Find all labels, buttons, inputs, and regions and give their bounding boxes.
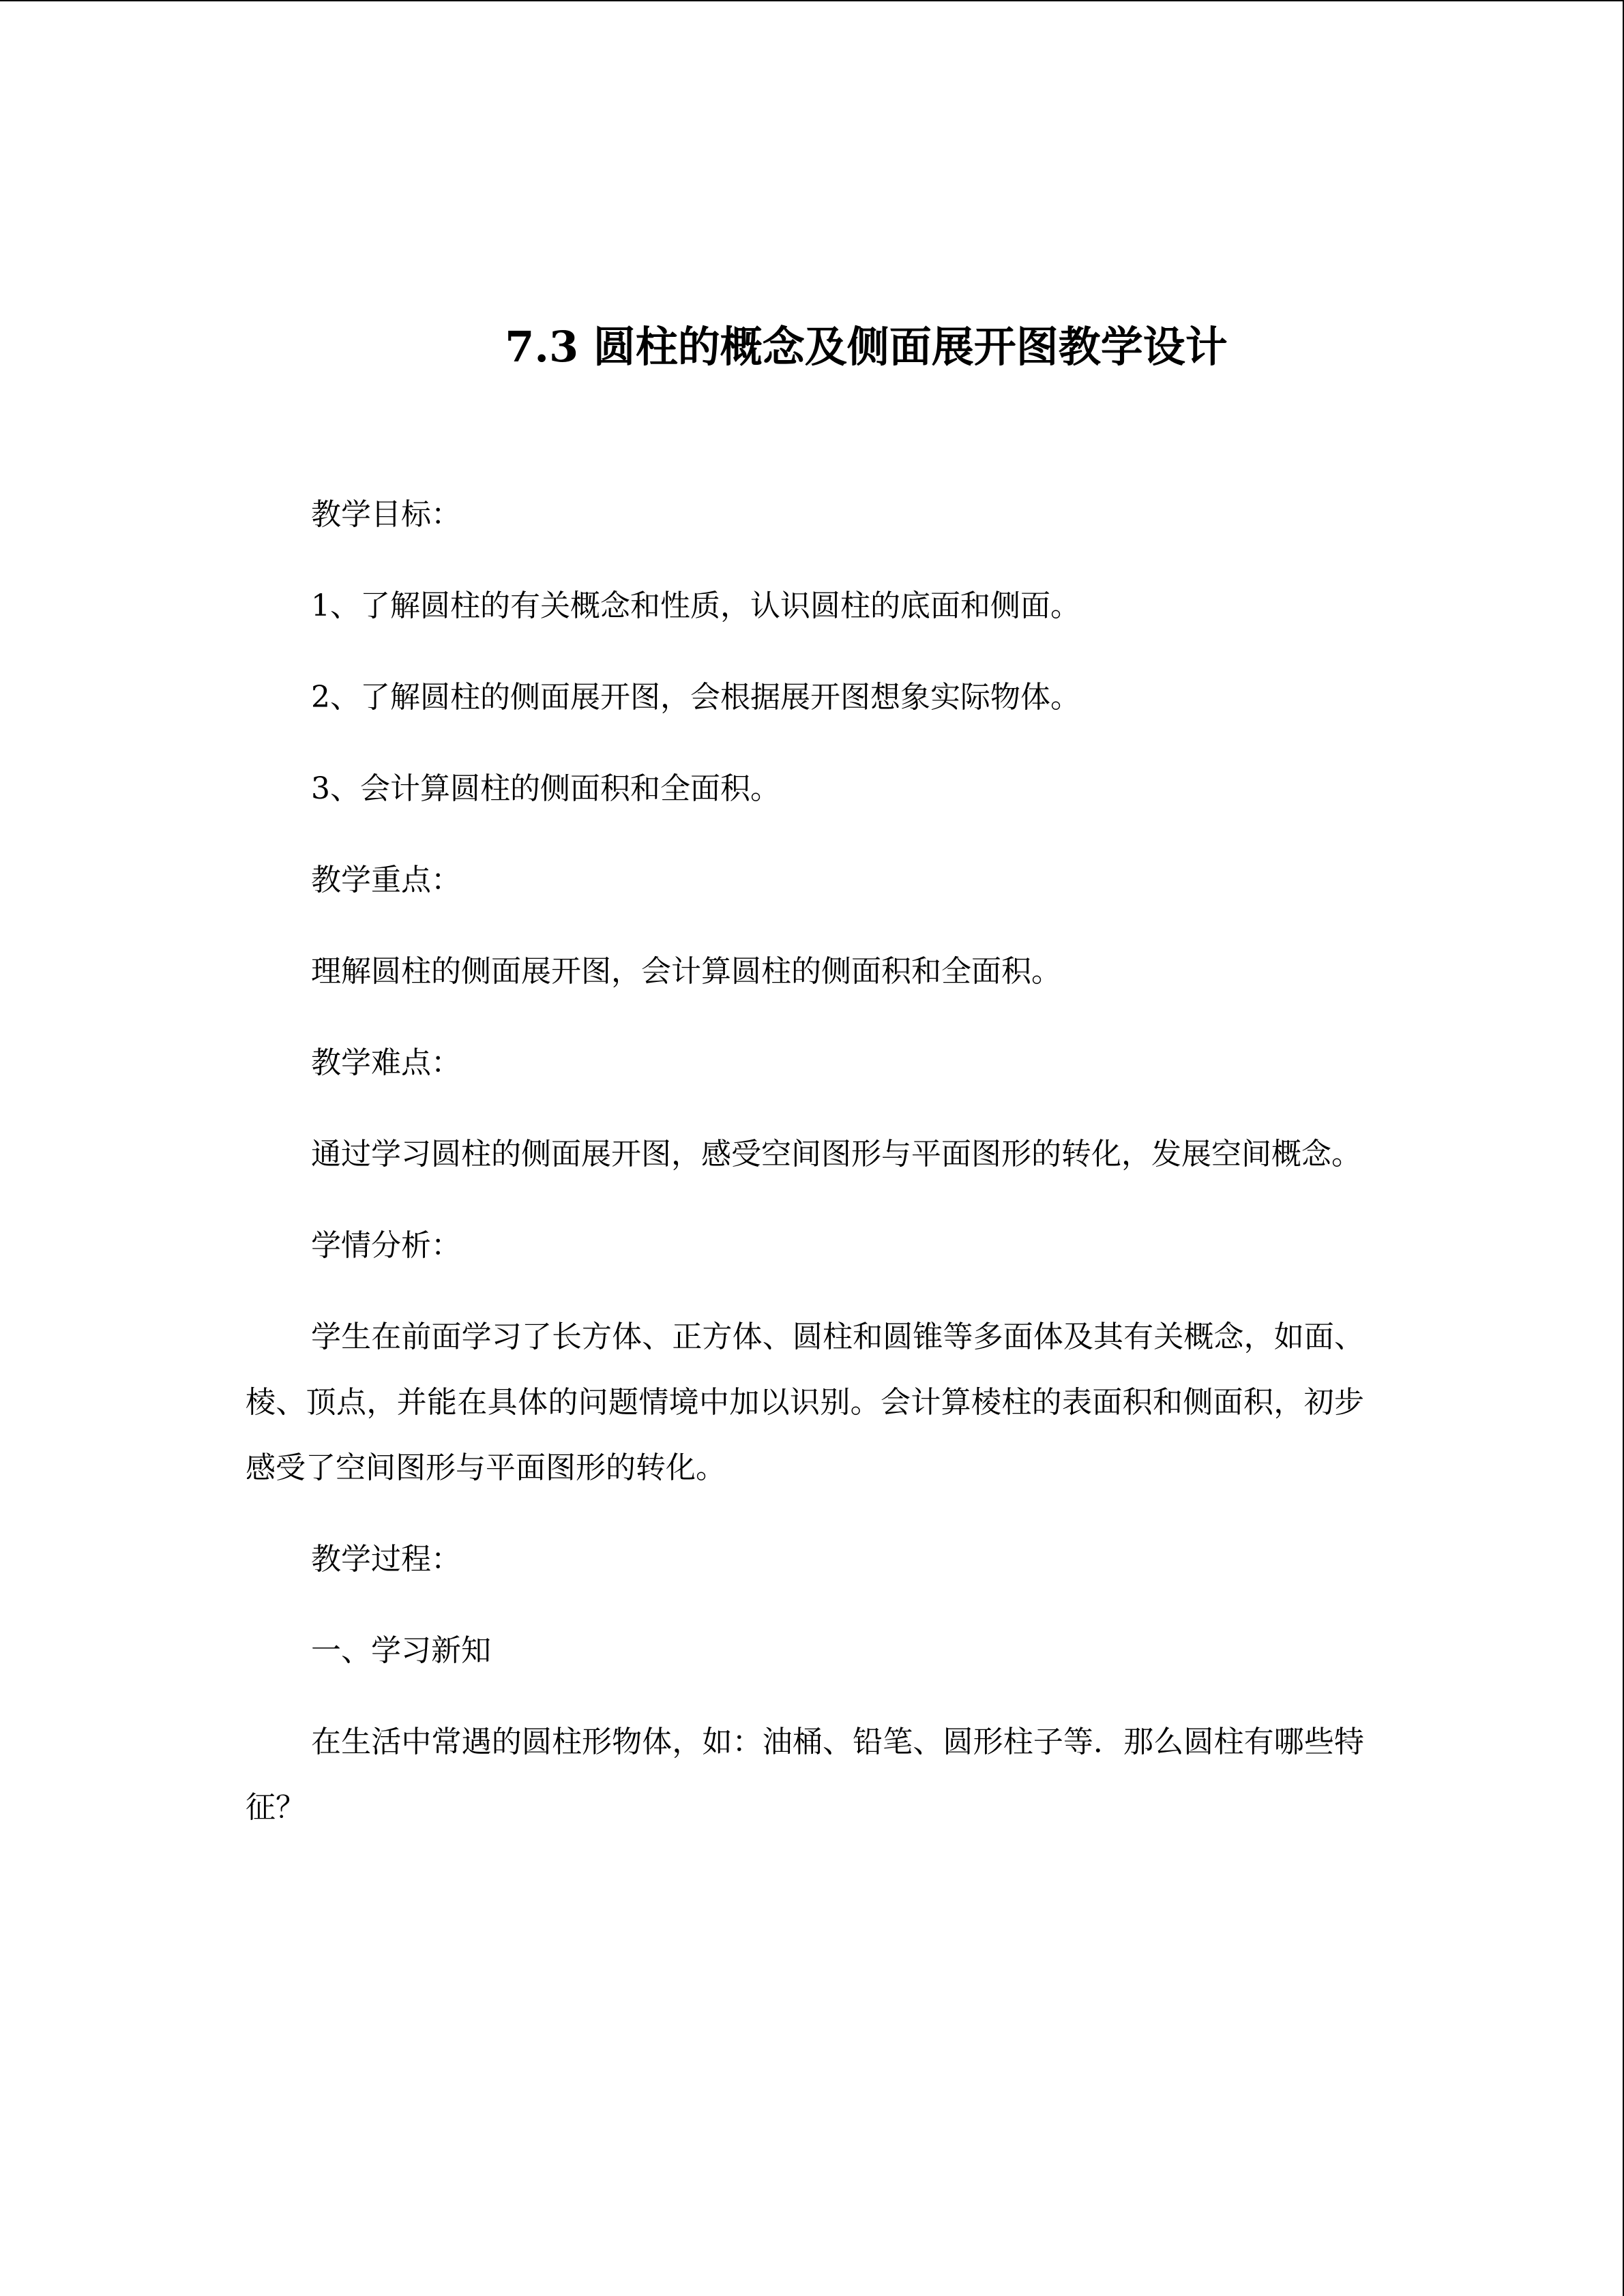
key-points-text: 理解圆柱的侧面展开图，会计算圆柱的侧面积和全面积。 xyxy=(311,954,1061,989)
objective-item-1: 1、了解圆柱的有关概念和性质，认识圆柱的底面和侧面。 xyxy=(311,588,1080,623)
process-subheading-new-knowledge: 一、学习新知 xyxy=(311,1633,491,1668)
difficulties-text: 通过学习圆柱的侧面展开图，感受空间图形与平面图形的转化，发展空间概念。 xyxy=(311,1137,1361,1172)
analysis-text: 学生在前面学习了长方体、正方体、圆柱和圆锥等多面体及其有关概念，如面、棱、顶点，并能在具体的问题情境中加以识别。会计算棱柱的表面积和侧面积，初步感受了空间图形与平面图形的转化。 xyxy=(246,1320,1364,1485)
section-heading-difficulties: 教学难点： xyxy=(311,1045,461,1080)
section-heading-key-points: 教学重点： xyxy=(311,863,461,897)
section-heading-analysis: 学情分析： xyxy=(311,1228,461,1263)
objective-item-3: 3、会计算圆柱的侧面积和全面积。 xyxy=(311,771,780,806)
document-title: 7.3 圆柱的概念及侧面展开图教学设计 xyxy=(505,321,1228,372)
section-heading-objectives: 教学目标： xyxy=(311,497,461,532)
section-heading-process: 教学过程： xyxy=(311,1542,461,1577)
process-text: 在生活中常遇的圆柱形物体，如：油桶、铅笔、圆形柱子等．那么圆柱有哪些特征？ xyxy=(246,1725,1364,1825)
objective-item-2: 2、了解圆柱的侧面展开图，会根据展开图想象实际物体。 xyxy=(311,680,1080,715)
document-body xyxy=(246,482,1364,1840)
